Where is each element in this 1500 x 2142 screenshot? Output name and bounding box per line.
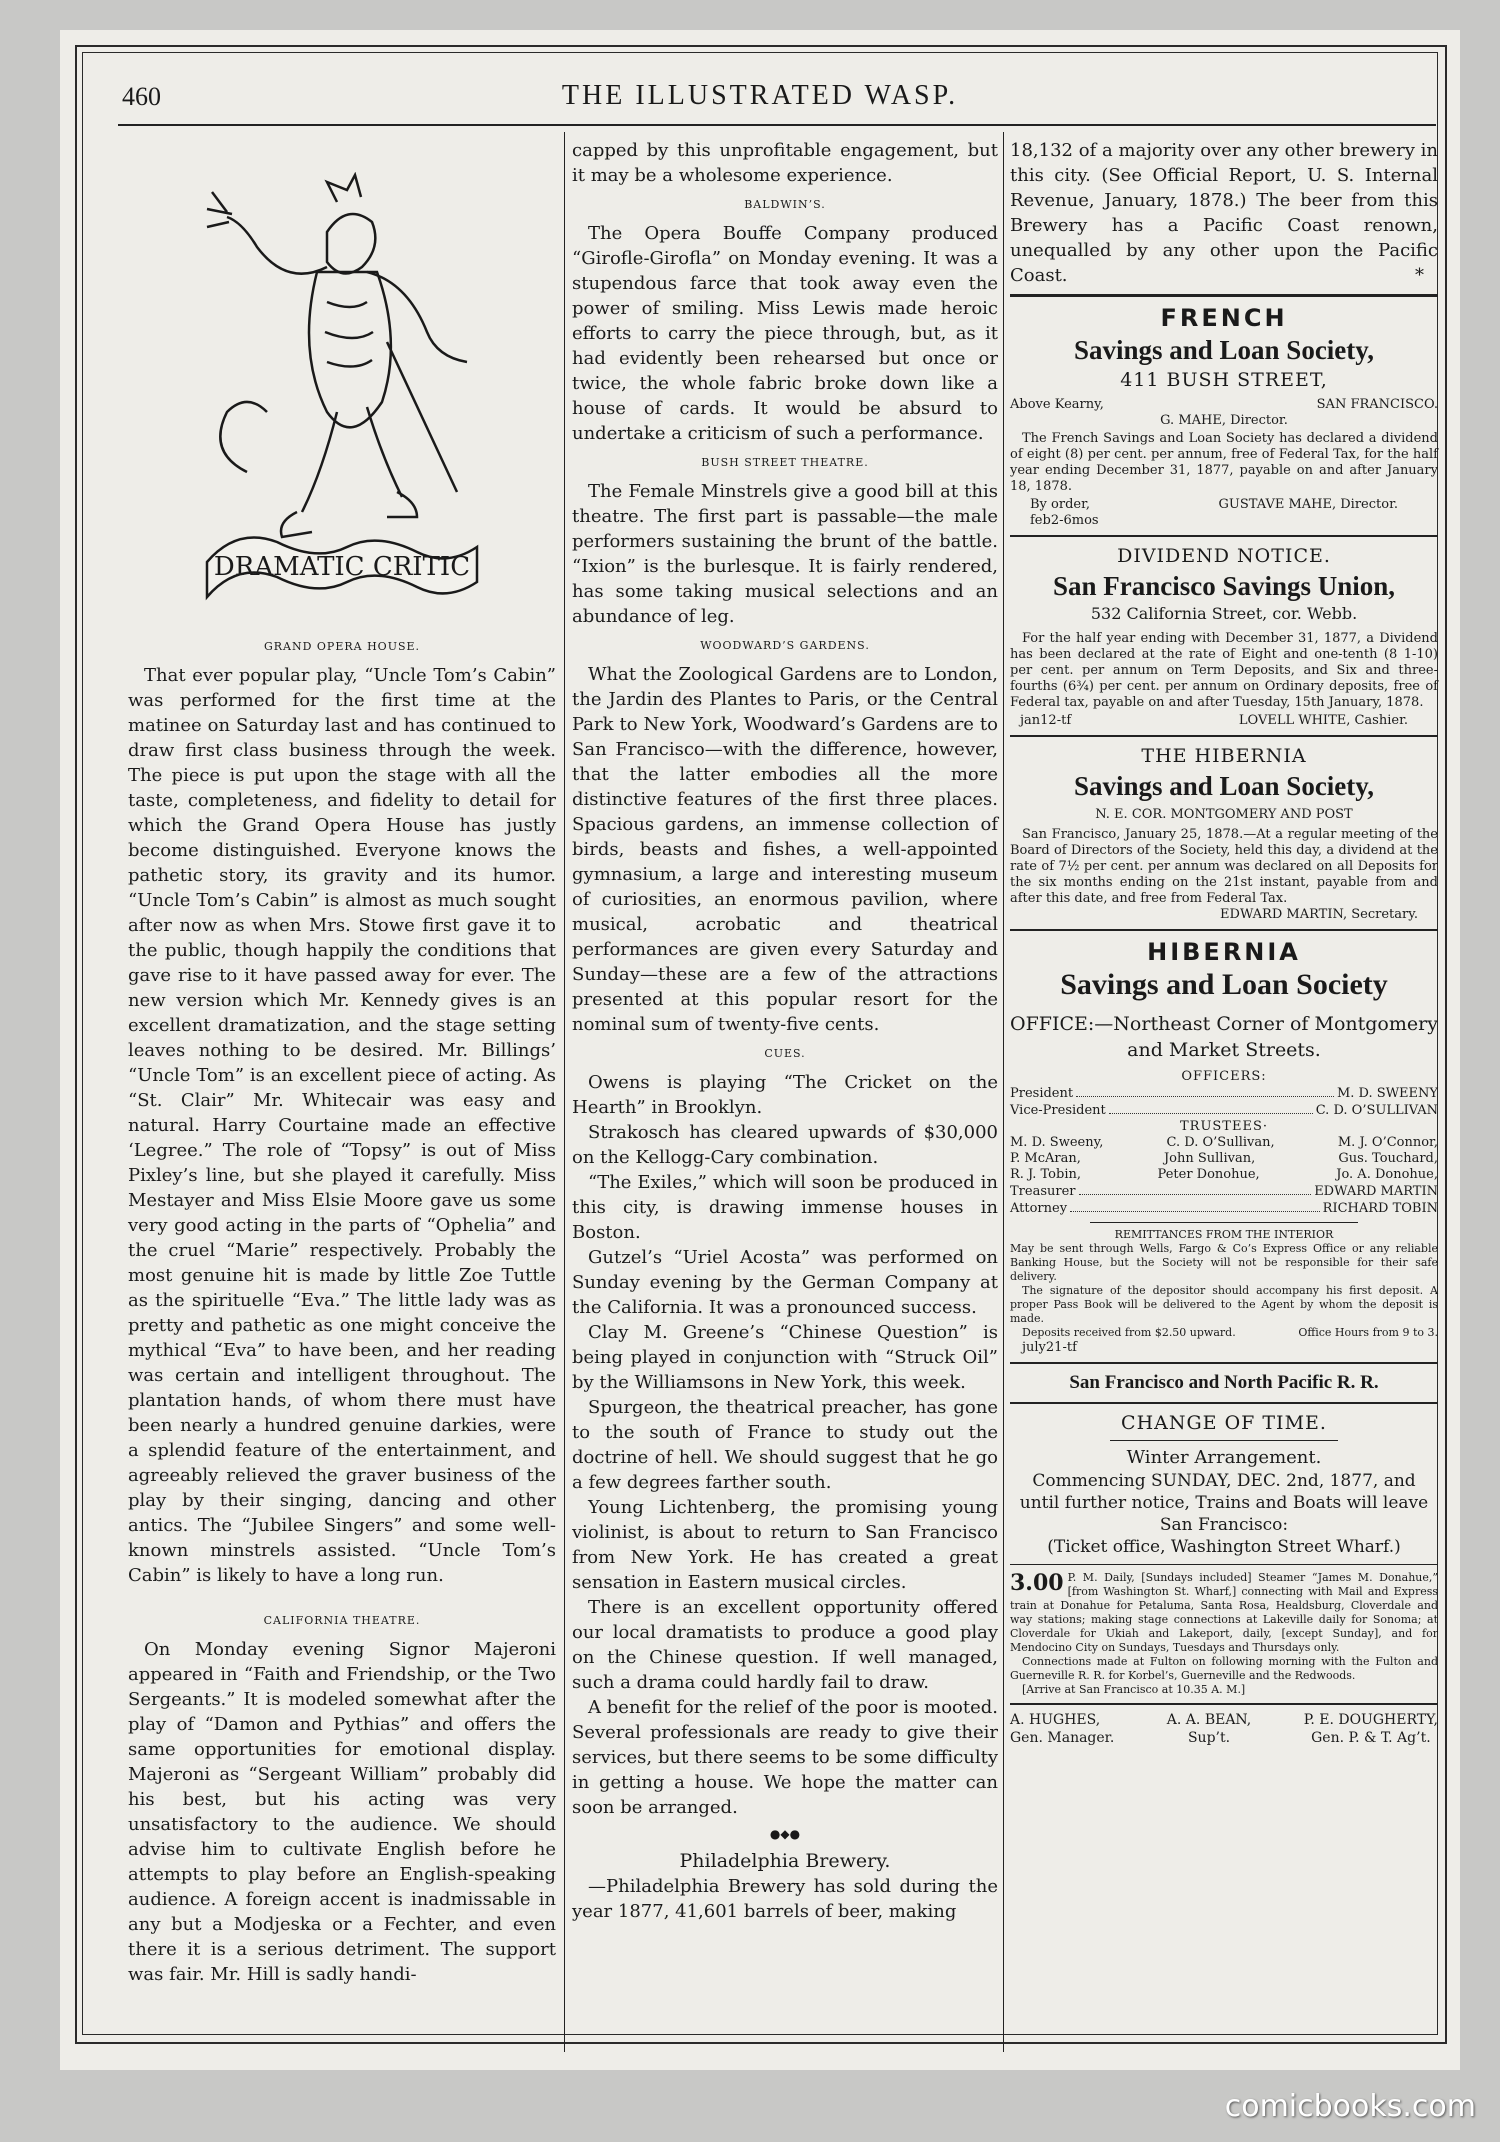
brewery-heading: Philadelphia Brewery.	[679, 1850, 891, 1872]
official-title: Sup’t.	[1187, 1730, 1231, 1746]
dividend-name: San Francisco Savings Union,	[1052, 571, 1396, 601]
railroad-title: San Francisco and North Pacific R. R.	[1069, 1372, 1379, 1393]
hibernia-office: OFFICE:—Northeast Corner of Montgomery and Market Streets.	[1010, 1013, 1438, 1061]
grand-opera-heading: GRAND OPERA HOUSE.	[263, 640, 421, 653]
railroad-arrive: [Arrive at San Francisco at 10.35 A. M.]	[1022, 1683, 1246, 1696]
attorney-row	[1010, 1200, 1438, 1217]
column-1	[128, 138, 556, 1987]
short-rule	[1110, 1440, 1338, 1441]
trustee-row	[1010, 1135, 1438, 1151]
ad-rule	[1010, 1402, 1438, 1404]
cues-heading: CUES.	[764, 1047, 806, 1060]
header-rule	[118, 124, 1436, 126]
ad-rule	[1010, 294, 1438, 297]
treasurer-name: EDWARD MARTIN	[1314, 1184, 1438, 1199]
remittances-text-2: The signature of the depositor should accompany his first deposit. A proper Pass Book will be delivered to the Agent by whom the deposit is made.	[1010, 1284, 1438, 1325]
trustee-row	[1010, 1167, 1438, 1183]
railroad-details: P. M. Daily, [Sundays included] Steamer “James M. Donahue,” [from Washington St. Wharf,] connecting with Mail and Express train at Donahue for Petaluma, Santa Rosa, Healdsburg, Cloverdale and way stations; making stage connections at Lakeville daily for Sonoma; at Cloverdale for Ukiah and Lakeport, daily, [except Sunday], and for Mendocino City on Sundays, Tuesdays and Thursdays only.	[1010, 1571, 1438, 1654]
french-subtitle: Savings and Loan Society,	[1073, 335, 1375, 365]
hibernia-notice-title: THE HIBERNIA	[1141, 745, 1307, 767]
dividend-sign-row	[1010, 713, 1438, 729]
official-name: A. HUGHES,	[1010, 1712, 1101, 1728]
hibernia-title: HIBERNIA	[1147, 938, 1301, 966]
french-title: FRENCH	[1160, 304, 1288, 332]
star-mark: *	[1415, 265, 1424, 286]
dividend-code: jan12-tf	[1020, 713, 1072, 728]
cue-item: There is an excellent opportunity offered our local dramatists to produce a good play on the Chinese question. If well managed, such a drama could hardly fail to draw.	[572, 1597, 998, 1693]
railroad-official	[1304, 1711, 1438, 1747]
hibernia-notice-address: N. E. COR. MONTGOMERY AND POST	[1095, 807, 1353, 822]
railroad-time: 3.00	[1010, 1570, 1064, 1596]
cue-item: Owens is playing “The Cricket on the Hearth” in Brooklyn.	[572, 1072, 998, 1118]
short-rule	[1090, 1222, 1358, 1223]
president-label: President	[1010, 1086, 1074, 1101]
ornament-divider: ●◆●	[769, 1827, 801, 1841]
trustee-row	[1010, 1151, 1438, 1167]
column-rule-2	[1003, 132, 1004, 2052]
french-sign-row	[1010, 497, 1438, 513]
california-heading: CALIFORNIA THEATRE.	[263, 1614, 421, 1627]
grand-opera-text: That ever popular play, “Uncle Tom’s Cabin” was performed for the first time at the matinee on Saturday last and has continued to draw first class business through the week. The piece is put upon the stage with all the taste, completeness, and fidelity to detail for which the Grand Opera House has justly become distinguished. Everyone knows the pathetic story, its gravity and its humor. “Uncle Tom’s Cabin” is almost as much sought after now as when Mrs. Stowe first gave it to the public, though happily the conditions that gave rise to it have passed away for ever. The new version which Mr. Kennedy gives is an excellent dramatization, and the stage setting leaves nothing to be desired. Mr. Billings’ “Uncle Tom” is an excellent piece of acting. As “St. Clair” Mr. Whitecair was easy and natural. Harry Courtaine made an effective ‘Legree.” The role of “Topsy” is out of Miss Pixley’s line, but she played it carefully. Miss Mestayer and Miss Elsie Moore gave us some very good acting in the parts of “Ophelia” and the cruel “Marie” respectively. Probably the most genuine hit is made by little Zoe Tuttle as the spirituelle “Eva.” The little lady was as pretty and pathetic as one might conceive the mythical “Eva” to have been, and her reading was certain and intelligent throughout. The plantation hands, of whom there must have been nearly a hundred genuine darkies, were a splendid feature of the entertainment, and agreeably relieved the graver business of the play by their singing, dancing and other antics. The “Jubilee Singers” and some well-known minstrels assisted. “Uncle Tom’s Cabin” is likely to have a long run.	[128, 665, 556, 1586]
attorney-label: Attorney	[1010, 1201, 1068, 1216]
bush-heading: BUSH STREET THEATRE.	[701, 456, 869, 469]
brewery-continued-text: 18,132 of a majority over any other brewery in this city. (See Official Report, U. S. Internal Revenue, January, 1878.) The beer from this Brewery has a Pacific Coast renown, unequalled by any other upon the Pacific Coast.	[1010, 140, 1438, 286]
official-title: Gen. Manager.	[1010, 1730, 1115, 1746]
railroad-winter: Winter Arrangement.	[1126, 1447, 1322, 1468]
officers-heading: OFFICERS:	[1181, 1069, 1267, 1084]
ad-rule	[1010, 735, 1438, 737]
french-address: 411 BUSH STREET,	[1120, 369, 1328, 391]
cue-item: A benefit for the relief of the poor is mooted. Several professionals are ready to give their services, but there seems to be some difficulty in getting a house. We hope the matter can soon be arranged.	[572, 1697, 998, 1818]
trustee-name: M. D. Sweeny,	[1010, 1135, 1104, 1150]
trustees-heading: TRUSTEES·	[1179, 1119, 1268, 1134]
dramatic-critic-illustration	[177, 172, 507, 612]
dividend-sign: LOVELL WHITE, Cashier.	[1238, 713, 1408, 728]
official-name: P. E. DOUGHERTY,	[1303, 1712, 1438, 1728]
hibernia-officers-ad	[1010, 937, 1438, 1356]
vice-president-name: C. D. O’SULLIVAN	[1315, 1103, 1438, 1118]
california-text: On Monday evening Signor Majeroni appeared in “Faith and Friendship, or the Two Sergeants.” It is modeled somewhat after the play of “Damon and Pythias” and offers the same opportunities for emotional display. Majeroni as “Sergeant William” probably did his best, but his acting was very unsatisfactory to the audience. We should advise him to cultivate English before he attempts to play before an English-speaking audience. A foreign accent is inadmissable in any but a Modjeska or a Fechter, and even there it is a serious detriment. The support was fair. Mr. Hill is sadly handi-	[128, 1639, 556, 1985]
ad-rule	[1010, 929, 1438, 931]
cue-item: “The Exiles,” which will soon be produced in this city, is drawing immense houses in Boston.	[572, 1172, 998, 1243]
column-rule-1	[564, 132, 565, 2052]
dividend-address: 532 California Street, cor. Webb.	[1090, 604, 1358, 623]
hibernia-notice-sign: EDWARD MARTIN, Secretary.	[1220, 907, 1418, 922]
hibernia-notice-text: San Francisco, January 25, 1878.—At a regular meeting of the Board of Directors of the Society, held this day, a dividend at the rate of 7½ per cent. per annum was declared on all Deposits for the six months ending on the 21st instant, payable from and after this date, and free from Federal Tax.	[1010, 827, 1438, 906]
french-location-row	[1010, 397, 1438, 413]
railroad-officials	[1010, 1711, 1438, 1747]
ad-rule	[1010, 1362, 1438, 1364]
french-text: The French Savings and Loan Society has declared a dividend of eight (8) per cent. per annum, free of Federal Tax, for the half year ending December 31, 1877, payable on and after January 18, 1878.	[1010, 431, 1438, 494]
bush-text: The Female Minstrels give a good bill at this theatre. The first part is passable—the male performers sustaining the brunt of the battle. “Ixion” is the burlesque. It is fairly rendered, has some taking musical selections and an abundance of leg.	[572, 481, 998, 627]
ad-rule	[1010, 1564, 1438, 1565]
deposits-row	[1010, 1326, 1438, 1340]
woodward-heading: WOODWARD’S GARDENS.	[700, 639, 870, 652]
trustee-name: Peter Donohue,	[1157, 1167, 1260, 1182]
hibernia-notice-subtitle: Savings and Loan Society,	[1073, 771, 1375, 801]
deposits-right: Office Hours from 9 to 3.	[1298, 1326, 1438, 1339]
cue-item: Clay M. Greene’s “Chinese Question” is being played in conjunction with “Struck Oil” by the Williamsons in New York, this week.	[572, 1322, 998, 1393]
woodward-text: What the Zoological Gardens are to London, the Jardin des Plantes to Paris, or the Central Park to New York, Woodward’s Gardens are to San Francisco—with the difference, however, that the latter embodies all the more distinctive features of the first three places. Spacious gardens, an immense collection of birds, beasts and fishes, a well-appointed gymnasium, a large and interesting museum of curiosities, an enormous pavilion, where musical, acrobatic and theatrical performances are given every Saturday and Sunday—these are a few of the attractions presented at this popular resort for the nominal sum of twenty-five cents.	[572, 664, 998, 1035]
hibernia-notice-ad	[1010, 743, 1438, 923]
baldwin-text: The Opera Bouffe Company produced “Girofle-Girofla” on Monday evening. It was a stupendous farce that took away even the power of smiling. Miss Lewis made heroic efforts to carry the piece through, but, as it had evidently been rehearsed but once or twice, the whole fabric broke down like a house of cards. It would be absurd to undertake a criticism of such a performance.	[572, 223, 998, 444]
baldwin-heading: BALDWIN’S.	[744, 198, 826, 211]
railroad-ticket: (Ticket office, Washington Street Wharf.)	[1047, 1537, 1401, 1557]
french-code: feb2-6mos	[1030, 513, 1099, 528]
ad-rule	[1010, 535, 1438, 537]
trustee-name: C. D. O’Sullivan,	[1166, 1135, 1275, 1150]
railroad-change: CHANGE OF TIME.	[1121, 1412, 1327, 1434]
french-director: G. MAHE, Director.	[1160, 413, 1288, 428]
railroad-official	[1010, 1711, 1114, 1747]
column-3	[1010, 138, 1438, 1747]
trustee-name: R. J. Tobin,	[1010, 1167, 1081, 1182]
attorney-name: RICHARD TOBIN	[1322, 1201, 1438, 1216]
trustee-name: Gus. Touchard,	[1338, 1151, 1438, 1166]
railroad-schedule	[1010, 1571, 1438, 1655]
hibernia-subtitle: Savings and Loan Society	[1060, 968, 1388, 1001]
treasurer-row	[1010, 1183, 1438, 1200]
president-name: M. D. SWEENY	[1336, 1086, 1438, 1101]
brewery-text: —Philadelphia Brewery has sold during the year 1877, 41,601 barrels of beer, making	[572, 1876, 998, 1922]
french-location-right: SAN FRANCISCO.	[1316, 397, 1438, 412]
trustee-name: P. McAran,	[1010, 1151, 1081, 1166]
masthead: THE ILLUSTRATED WASP.	[561, 80, 959, 111]
railroad-text: Commencing SUNDAY, DEC. 2nd, 1877, and until further notice, Trains and Boats will leave San Francisco:	[1019, 1471, 1429, 1535]
trustee-name: M. J. O’Connor,	[1337, 1135, 1438, 1150]
french-sign-right: GUSTAVE MAHE, Director.	[1218, 497, 1398, 512]
cue-item: Spurgeon, the theatrical preacher, has gone to the south of France to study out the doctrine of hell. We should suggest that he go a few degrees farther south.	[572, 1397, 998, 1493]
president-row	[1010, 1085, 1438, 1102]
dividend-notice-ad	[1010, 543, 1438, 729]
railroad-official	[1167, 1711, 1251, 1747]
trustee-name: John Sullivan,	[1163, 1151, 1256, 1166]
cue-item: Young Lichtenberg, the promising young violinist, is about to return to San Francisco from New York. He has created a great sensation in Eastern musical circles.	[572, 1497, 998, 1593]
railroad-details-2: Connections made at Fulton on following morning with the Fulton and Guerneville R. R. for Korbel’s, Guerneville and the Redwoods.	[1010, 1655, 1438, 1682]
column-2	[572, 138, 998, 1924]
brewery-continued	[1010, 138, 1438, 288]
vice-president-label: Vice-President	[1010, 1103, 1106, 1118]
page-number: 460	[122, 82, 161, 111]
deposits-left: Deposits received from $2.50 upward.	[1022, 1326, 1236, 1339]
official-title: Gen. P. & T. Ag’t.	[1311, 1730, 1431, 1746]
railroad-ad	[1010, 1370, 1438, 1747]
trustee-name: Jo. A. Donohue,	[1336, 1167, 1438, 1182]
official-name: A. A. BEAN,	[1166, 1712, 1252, 1728]
illustration-caption: DRAMATIC CRITIC	[213, 552, 471, 582]
dividend-text: For the half year ending with December 31, 1877, a Dividend has been declared at the rate of Eight and one-tenth (8 1-10) per cent. per annum on Term Deposits, and Six and three-fourths (6¾) per cent. per annum on Ordinary deposits, free of Federal tax, payable on and after Tuesday, 15th January, 1878.	[1010, 631, 1438, 710]
continued-text: capped by this unprofitable engagement, but it may be a wholesome experience.	[572, 140, 998, 186]
watermark: comicbooks.com	[1224, 2089, 1476, 2124]
dividend-title: DIVIDEND NOTICE.	[1117, 545, 1331, 567]
french-savings-ad	[1010, 303, 1438, 529]
hibernia-code: july21-tf	[1022, 1340, 1077, 1355]
cue-item: Strakosch has cleared upwards of $30,000 on the Kellogg-Cary combination.	[572, 1122, 998, 1168]
treasurer-label: Treasurer	[1010, 1184, 1076, 1199]
remittances-heading: REMITTANCES FROM THE INTERIOR	[1114, 1228, 1334, 1241]
remittances-text: May be sent through Wells, Fargo & Co’s Express Office or any reliable Banking House, but the Society will not be responsible for their safe delivery.	[1010, 1242, 1438, 1283]
ad-rule	[1010, 1703, 1438, 1705]
french-location-left: Above Kearny,	[1010, 397, 1104, 412]
french-sign-left: By order,	[1030, 497, 1091, 512]
cue-item: Gutzel’s “Uriel Acosta” was performed on Sunday evening by the German Company at the California. It was a pronounced success.	[572, 1247, 998, 1318]
vice-president-row	[1010, 1102, 1438, 1119]
